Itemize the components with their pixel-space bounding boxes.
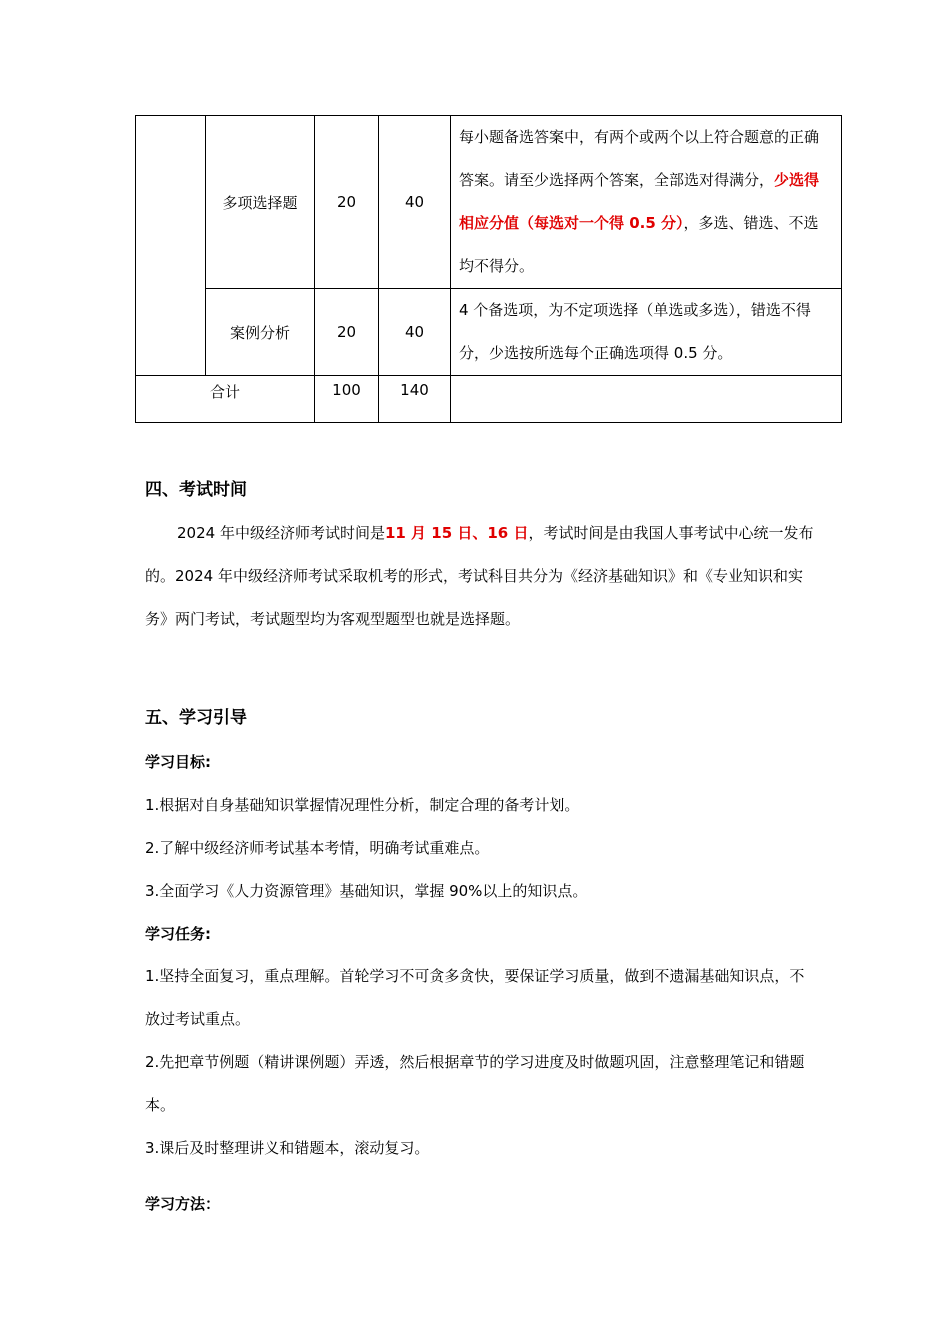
scoring-rule-cell: 4 个备选项，为不定项选择（单选或多选），错选不得分，少选按所选每个正确选项得 0.5 分。 (451, 289, 842, 376)
task-item: 1.坚持全面复习，重点理解。首轮学习不可贪多贪快，要保证学习质量，做到不遗漏基础知识点，不放过考试重点。 (145, 967, 805, 1028)
question-count-cell: 20 (315, 289, 379, 376)
table-row (136, 289, 842, 376)
goal-item: 2.了解中级经济师考试基本考情，明确考试重难点。 (145, 839, 490, 857)
section4-paragraph: 2024 年中级经济师考试时间是11 月 15 日、16 日，考试时间是由我国人事考试中心统一发布的。2024 年中级经济师考试采取机考的形式，考试科目共分为《经济基础知识》和《专业知识和实务》两门考试，考试题型均为客观型题型也就是选择题。 (145, 524, 814, 628)
tasks-subheading: 学习任务: (145, 925, 211, 943)
subject-cell (136, 116, 206, 376)
section5-heading: 五、学习引导 (145, 708, 247, 728)
exam-structure-table (135, 115, 842, 423)
highlight-text: 少选得相应分值（每选对一个得 0.5 分） (459, 171, 820, 232)
question-count-cell: 20 (315, 116, 379, 289)
section4-heading: 四、考试时间 (145, 480, 247, 500)
goal-item: 1.根据对自身基础知识掌握情况理性分析，制定合理的备考计划。 (145, 796, 580, 814)
table-row (136, 116, 842, 289)
total-desc-cell (451, 376, 842, 423)
goal-item: 3.全面学习《人力资源管理》基础知识，掌握 90%以上的知识点。 (145, 882, 588, 900)
table-total-row (136, 376, 842, 423)
question-type-cell: 案例分析 (206, 289, 315, 376)
total-count-cell: 100 (315, 376, 379, 423)
question-type-cell: 多项选择题 (206, 116, 315, 289)
exam-date-highlight: 11 月 15 日、16 日 (384, 524, 529, 542)
task-item: 2.先把章节例题（精讲课例题）弄透，然后根据章节的学习进度及时做题巩固，注意整理笔记和错题本。 (145, 1053, 805, 1114)
total-label-cell: 合计 (136, 376, 315, 423)
task-item: 3.课后及时整理讲义和错题本，滚动复习。 (145, 1139, 430, 1157)
methods-subheading: 学习方法： (145, 1195, 221, 1213)
goals-subheading: 学习目标: (145, 753, 211, 771)
question-score-cell: 40 (379, 116, 451, 289)
total-score-cell: 140 (379, 376, 451, 423)
question-score-cell: 40 (379, 289, 451, 376)
scoring-rule-cell: 每小题备选答案中，有两个或两个以上符合题意的正确答案。请至少选择两个答案，全部选对得满分，少选得相应分值（每选对一个得 0.5 分），多选、错选、不选均不得分。 (451, 116, 842, 289)
